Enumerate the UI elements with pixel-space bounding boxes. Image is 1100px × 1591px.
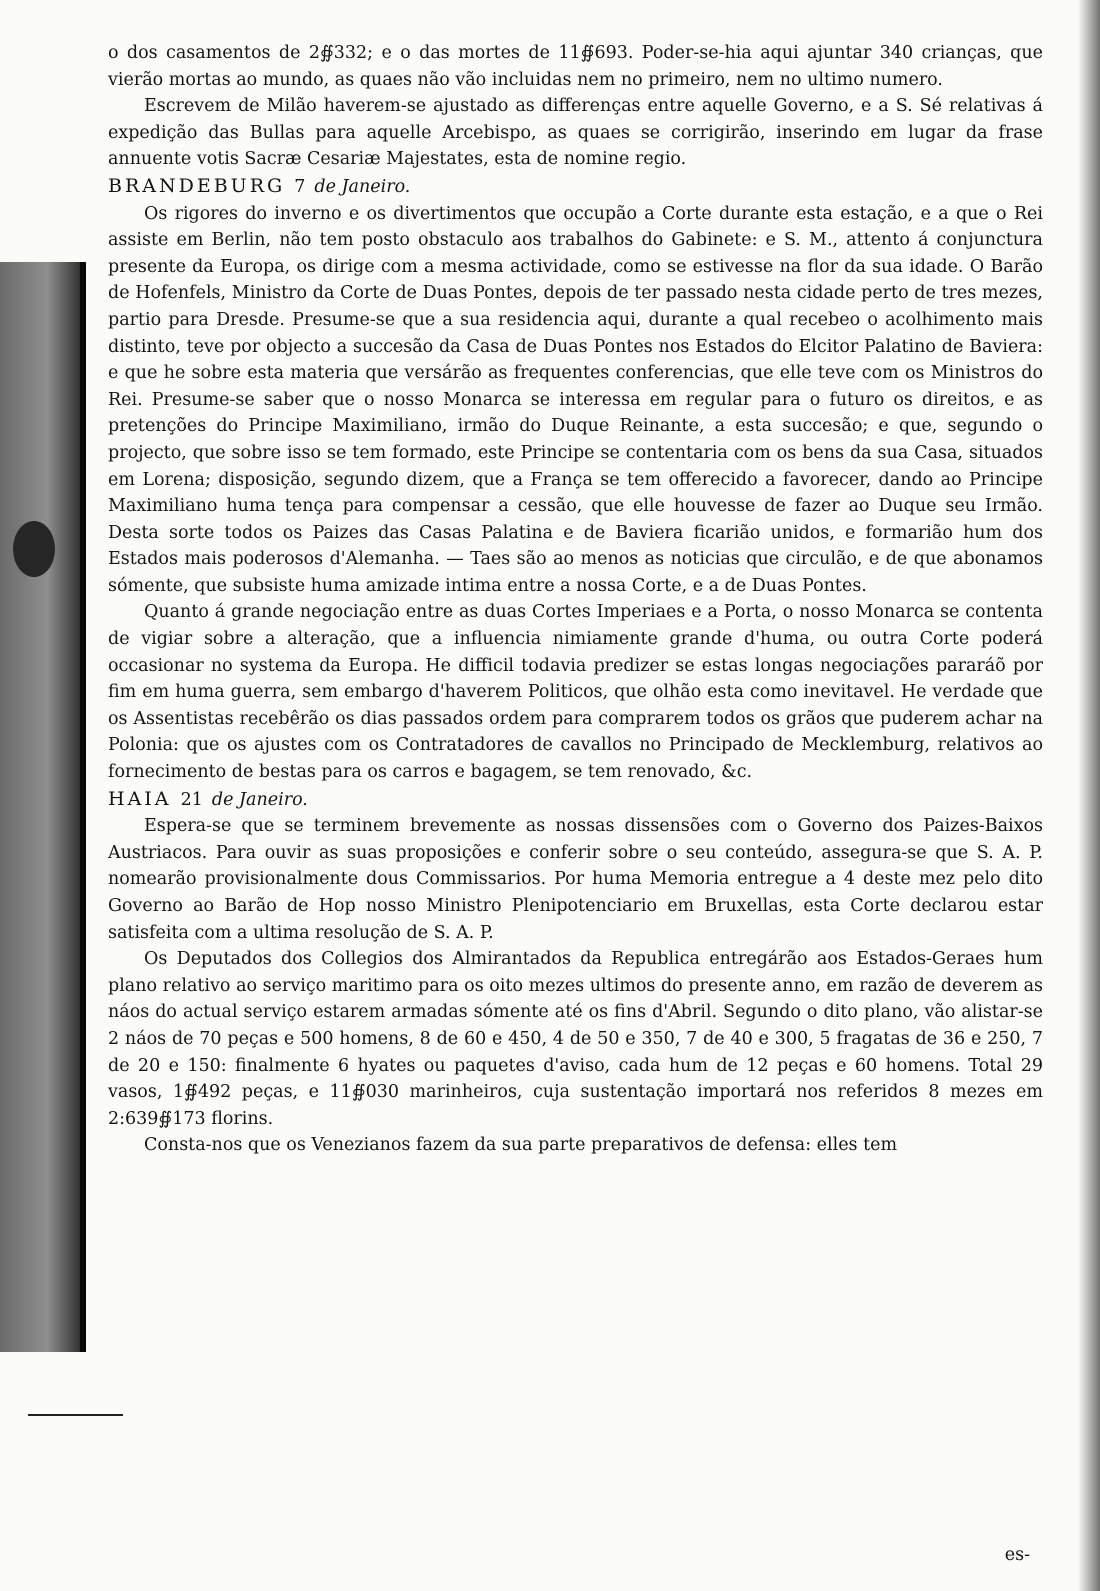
- catchword: es-: [1004, 1545, 1030, 1565]
- scan-margin-edge: [80, 262, 86, 1352]
- heading-brandeburg-day: 7: [294, 176, 306, 197]
- binding-hole: [13, 521, 55, 577]
- paragraph-brandeburg-court: Os rigores do inverno e os divertimentos que occupão a Corte durante esta estação, e a que o Rei assiste em Berlin, não tem posto obstaculo aos trabalhos do Gabinete: e S. M., attento á conjunctura presente da Europa, os dirige com a mesma actividade, como se estivesse na flor da sua idade. O Barão de Hofenfels, Ministro da Corte de Duas Pontes, depois de ter passado nesta cidade perto de tres mezes, partio para Dresde. Presume-se que a sua residencia aqui, durante a qual recebeo o acolhimento mais distinto, teve por objecto a succesão da Casa de Duas Pontes nos Estados do Elcitor Palatino de Baviera: e que he sobre esta materia que versárão as frequentes conferencias, que elle teve com os Ministros do Rei. Presume-se saber que o nosso Monarca se interessa em regular para o futuro os direitos, e as pretenções do Principe Maximiliano, irmão do Duque Reinante, a esta succesão; e que, segundo o projecto, que sobre isso se tem formado, este Principe se contentaria com os bens da sua Casa, situados em Lorena; disposição, segundo dizem, que a França se tem offerecido a favorecer, dando ao Principe Maximiliano huma tença para compensar a cessão, que elle houvesse de fazer ao Duque seu Irmão. Desta sorte todos os Paizes das Casas Palatina e de Baviera ficarião unidos, e formarião hum dos Estados mais poderosos d'Alemanha. — Taes são ao menos as noticias que circulão, e de que abonamos sómente, que subsiste huma amizade intima entre a nossa Corte, e a de Duas Pontes.: [108, 203, 1043, 596]
- heading-haia-month: de Janeiro.: [211, 789, 308, 810]
- margin-rule: [28, 1414, 123, 1416]
- heading-brandeburg-place: BRANDEBURG: [108, 174, 286, 197]
- paragraph-admiralty: Os Deputados dos Collegios dos Almirantados da Republica entregárão aos Estados-Geraes hum plano relativo ao serviço maritimo para os oito mezes ultimos do presente anno, em razão de deverem as náos do actual serviço estarem armadas sómente até os fins d'Abril. Segundo o dito plano, vão alistar-se 2 náos de 70 peças e 500 homens, 8 de 60 e 450, 4 de 50 e 350, 7 de 40 e 300, 5 fragatas de 36 e 250, 7 de 20 e 150: finalmente 6 hyates ou paquetes d'aviso, cada hum de 12 peças e 60 homens. Total 29 vasos, 1∯492 peças, e 11∯030 marinheiros, cuja sustentação importará nos referidos 8 mezes em 2:639∯173 florins.: [108, 949, 1043, 1129]
- scan-margin-strip: [0, 262, 86, 1352]
- paragraph-dissensions: Espera-se que se terminem brevemente as nossas dissensões com o Governo dos Paizes-Baixos Austriacos. Para ouvir as suas proposições e conferir sobre o seu conteúdo, assegura-se que S. A. P. nomearão provisionalmente dous Commissarios. Por huma Memoria entregue a 4 deste mez pelo dito Governo ao Barão de Hop nosso Ministro Plenipotenciario em Bruxellas, esta Corte declarou estar satisfeita com a ultima resolução de S. A. P.: [108, 816, 1043, 943]
- paragraph-milan: Escrevem de Milão haverem-se ajustado as differenças entre aquelle Governo, e a S. Sé relativas á expedição das Bullas para aquelle Arcebispo, as quaes se corrigirão, inserindo em lugar da frase annuente votis Sacræ Cesariæ Majestates, esta de nomine regio.: [108, 96, 1043, 170]
- heading-haia-place: HAIA: [108, 787, 172, 810]
- heading-haia: [108, 786, 1043, 814]
- paragraph-venetians: Consta-nos que os Venezianos fazem da sua parte preparativos de defensa: elles tem: [144, 1135, 898, 1156]
- paragraph-negotiation: Quanto á grande negociação entre as duas Cortes Imperiaes e a Porta, o nosso Monarca se contenta de vigiar sobre a alteração, que a influencia nimiamente grande d'huma, ou outra Corte poderá occasionar no systema da Europa. He difficil todavia predizer se estas longas negociações pararáõ por fim em huma guerra, sem embargo d'haverem Politicos, que olhão esta como inevitavel. He verdade que os Assentistas recebêrão os dias passados ordem para comprarem todos os grãos que puderem achar na Polonia: que os ajustes com os Contratadores de cavallos no Principado de Mecklemburg, relativos ao fornecimento de bestas para os carros e bagagem, se tem renovado, &c.: [108, 602, 1043, 783]
- heading-brandeburg-month: de Janeiro.: [314, 176, 411, 197]
- article-body: [108, 40, 1043, 1159]
- heading-haia-day: 21: [180, 789, 203, 810]
- heading-brandeburg: [108, 173, 1043, 201]
- paragraph-births-deaths: o dos casamentos de 2∯332; e o das mortes de 11∯693. Poder-se-hia aqui ajuntar 340 crianças, que vierão mortas ao mundo, as quaes não vão incluidas nem no primeiro, nem no ultimo numero.: [108, 43, 1043, 90]
